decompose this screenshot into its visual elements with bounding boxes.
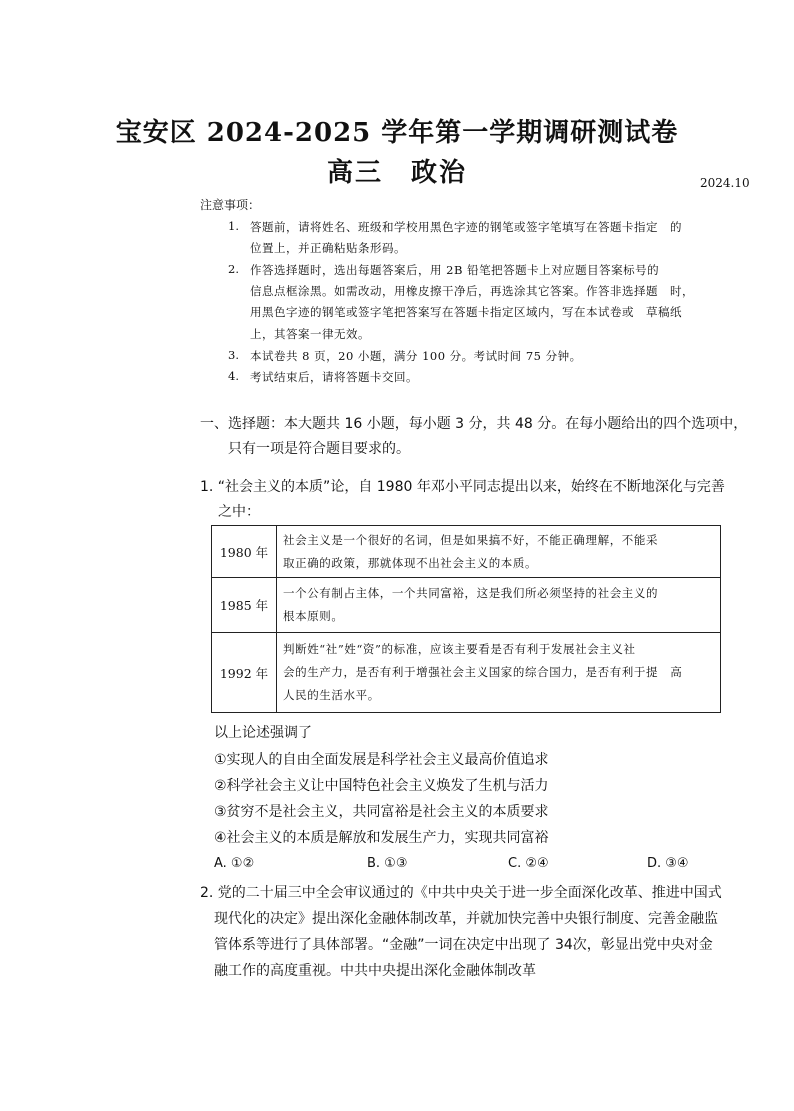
table-row: [212, 526, 721, 578]
question-2-stem-cont: 现代化的决定》提出深化金融体制改革，并就加快完善中央银行制度、完善金融监: [214, 911, 718, 927]
notice-item-line: 上，其答案一律无效。: [250, 327, 370, 341]
exam-date: 2024.10: [700, 176, 750, 190]
table-text-cell: [277, 578, 721, 633]
table-row: [212, 633, 721, 713]
exam-subtitle: 高三 政治: [326, 158, 467, 188]
question-2-stem-cont: 管体系等进行了具体部署。“金融”一词在决定中出现了 34次，彰显出党中央对金: [214, 937, 713, 953]
question-2-stem: 2. 党的二十届三中全会审议通过的《中共中央关于进一步全面深化改革、推进中国式: [200, 885, 722, 901]
table-text-line: 判断姓“社”姓“资”的标准，应该主要看是否有利于发展社会主义社: [283, 642, 636, 656]
notice-item-line: 用黑色字迹的钢笔或签字笔把答案写在答题卡指定区域内，写在本试卷或 草稿纸: [250, 305, 682, 319]
option-a[interactable]: A. ①②: [214, 856, 255, 871]
question-1-stem: 1. “社会主义的本质”论，自 1980 年邓小平同志提出以来，始终在不断地深化与完善: [200, 479, 725, 495]
exam-title: 宝安区 2024-2025 学年第一学期调研测试卷: [115, 118, 679, 148]
notice-item-line: 信息点框涂黑。如需改动，用橡皮擦干净后，再选涂其它答案。作答非选择题 时，: [250, 284, 694, 298]
table-year-cell: 1985 年: [212, 578, 277, 633]
question-1-stem-cont: 之中：: [218, 504, 260, 520]
notice-item-number: 1.: [228, 219, 239, 233]
notice-item-number: 3.: [228, 348, 239, 362]
notice-item-line: 答题前，请将姓名、班级和学校用黑色字迹的钢笔或签字笔填写在答题卡指定 的: [250, 220, 682, 234]
table-text-line: 一个公有制占主体，一个共同富裕，这是我们所必须坚持的社会主义的: [283, 586, 659, 600]
section-heading-cont: 只有一项是符合题目要求的。: [228, 441, 410, 457]
notice-item-line: 作答选择题时，选出每题答案后，用 2B 铅笔把答题卡上对应题目答案标号的: [250, 263, 660, 277]
notice-item-number: 2.: [228, 262, 239, 276]
option-c[interactable]: C. ②④: [508, 856, 549, 871]
table-year-cell: 1992 年: [212, 633, 277, 713]
notice-item-line: 本试卷共 8 页，20 小题，满分 100 分。考试时间 75 分钟。: [250, 349, 582, 363]
question-2-stem-cont: 融工作的高度重视。中共中央提出深化金融体制改革: [214, 963, 536, 979]
table-text-cell: [277, 633, 721, 713]
table-row: [212, 578, 721, 633]
table-text-line: 根本原则。: [283, 609, 344, 623]
table-text-line: 社会主义是一个很好的名词，但是如果搞不好，不能正确理解，不能采: [283, 532, 659, 547]
notice-heading: 注意事项：: [200, 198, 261, 212]
question-1-prompt: 以上论述强调了: [214, 725, 312, 741]
question-1-statement: ①实现人的自由全面发展是科学社会主义最高价值追求: [214, 752, 549, 768]
question-1-table: [211, 525, 721, 713]
notice-item-line: 考试结束后，请将答题卡交回。: [250, 370, 418, 384]
question-1-statement: ④社会主义的本质是解放和发展生产力，实现共同富裕: [214, 830, 549, 846]
question-1-statement: ③贫穷不是社会主义，共同富裕是社会主义的本质要求: [214, 804, 549, 820]
table-text-line: 人民的生活水平。: [283, 688, 380, 702]
question-1-statement: ②科学社会主义让中国特色社会主义焕发了生机与活力: [214, 778, 549, 794]
option-b[interactable]: B. ①③: [367, 856, 408, 871]
notice-item-line: 位置上，并正确粘贴条形码。: [250, 241, 406, 255]
table-text-cell: [277, 526, 721, 578]
table-text-line: 取正确的政策，那就体现不出社会主义的本质。: [283, 555, 538, 570]
option-d[interactable]: D. ③④: [647, 856, 689, 871]
table-year-cell: 1980 年: [212, 526, 277, 578]
section-heading: 一、选择题：本大题共 16 小题，每小题 3 分，共 48 分。在每小题给出的四个选项中，: [200, 416, 748, 432]
table-text-line: 会的生产力，是否有利于增强社会主义国家的综合国力，是否有利于提 高: [283, 665, 683, 679]
notice-item-number: 4.: [228, 369, 239, 383]
